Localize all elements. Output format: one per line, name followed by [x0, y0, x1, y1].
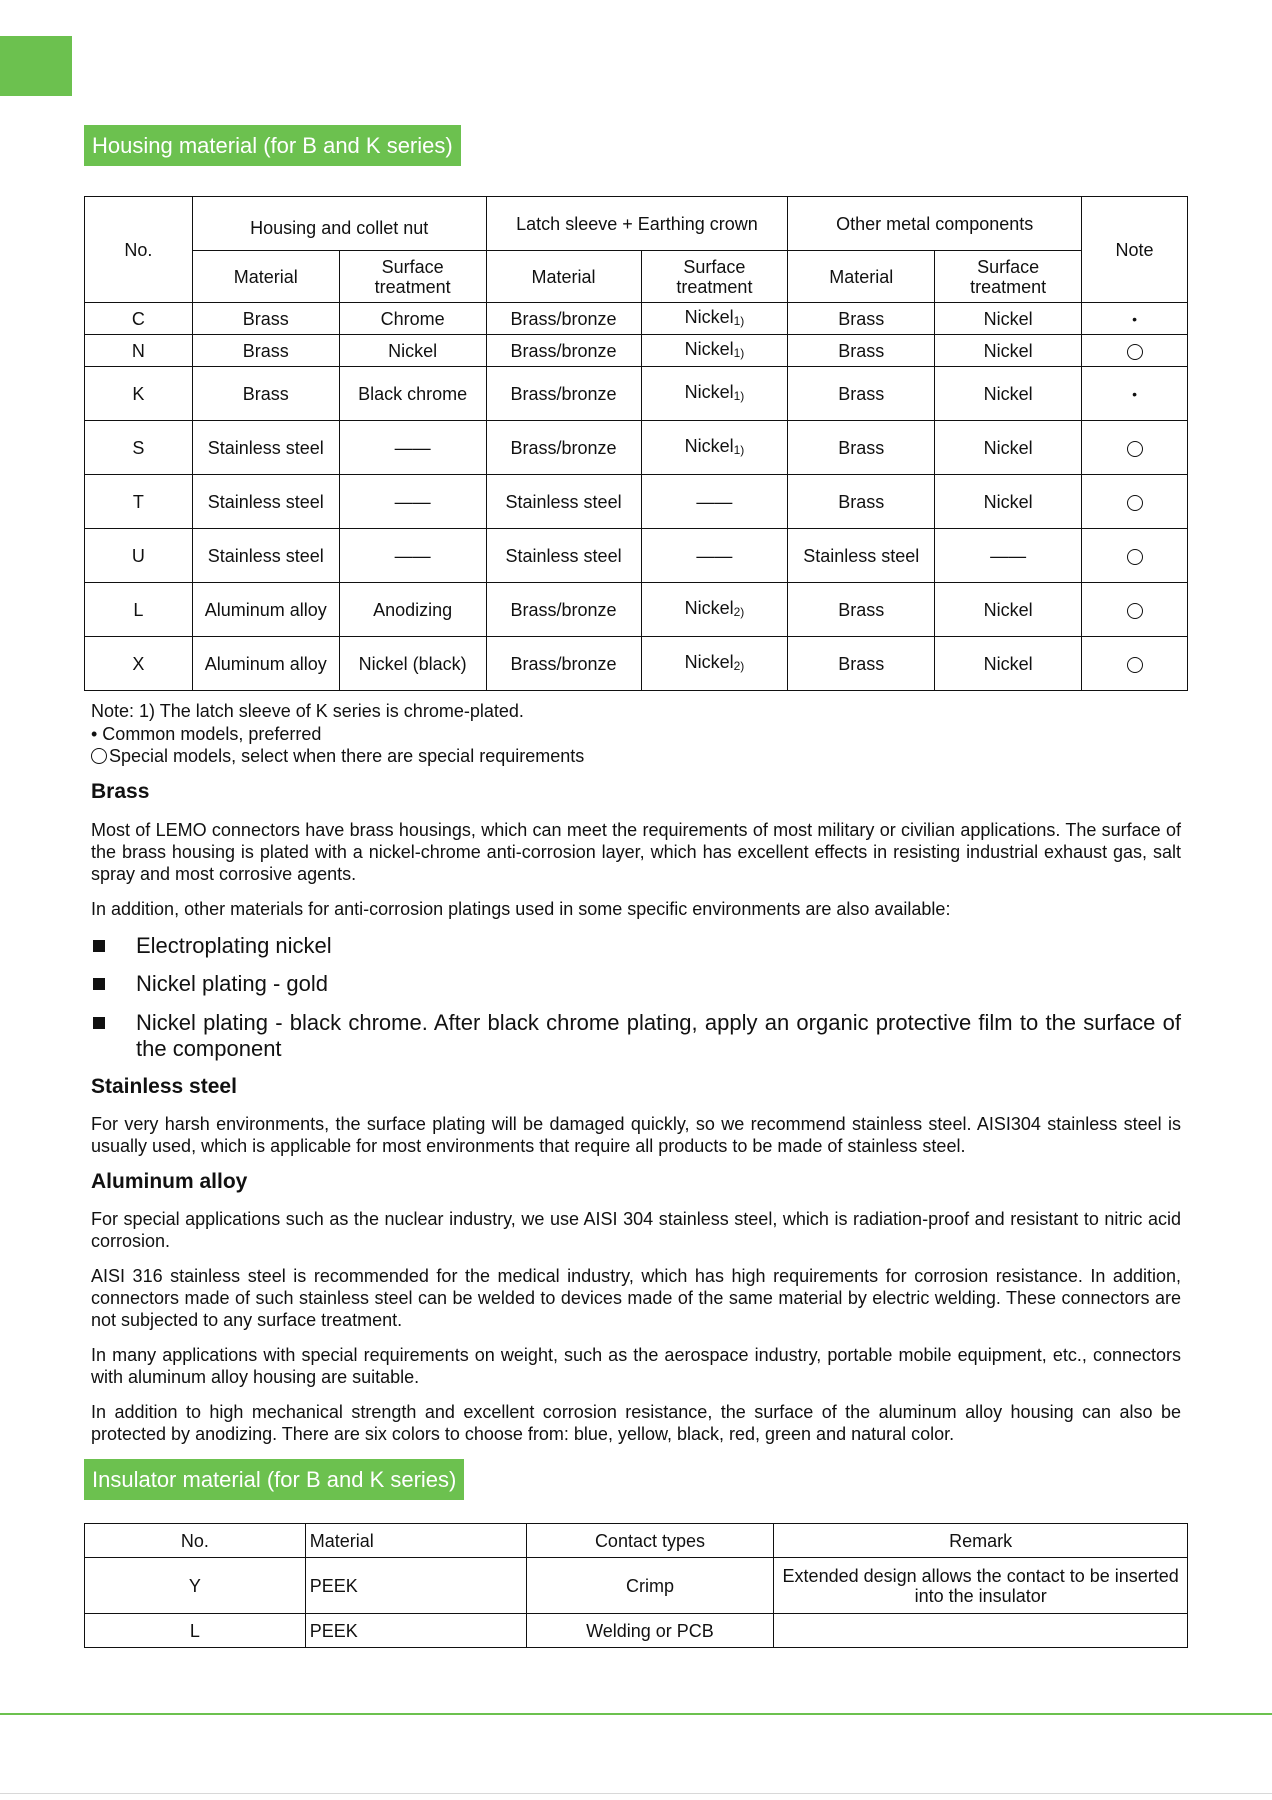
insulator-section-header: [84, 1459, 464, 1500]
row-no: S: [85, 421, 193, 475]
other-surface-cell: Nickel: [935, 583, 1082, 637]
col-group-other: Other metal components: [788, 197, 1082, 251]
other-surface-cell: Nickel: [935, 421, 1082, 475]
circle-icon: [1127, 549, 1143, 565]
row-no: T: [85, 475, 193, 529]
latch-surface-cell: [641, 637, 788, 691]
latch-surface-cell: [641, 303, 788, 335]
stainless-paragraph-1: For very harsh environments, the surface plating will be damaged quickly, so we recommend stainless steel. AISI304 stainless steel is usually used, which is applicable for most environments that require all products to be made of stainless steel.: [91, 1114, 1181, 1156]
table-row: [85, 475, 1188, 529]
latch-surface-text: Nickel: [684, 338, 734, 359]
footnote-marker: 1): [733, 313, 745, 328]
material-cell: PEEK: [305, 1614, 526, 1648]
sub-header-other-material: Material: [788, 251, 935, 303]
sub-header-housing-surface: Surface treatment: [339, 251, 486, 303]
col-header-note: Note: [1082, 197, 1188, 303]
latch-surface-text: Nickel: [684, 597, 734, 618]
brass-paragraph-2: In addition, other materials for anti-corrosion platings used in some specific environments are also available:: [91, 899, 951, 919]
square-bullet-icon: [93, 940, 105, 952]
housing-header-text: Housing material (for B and K series): [92, 133, 453, 158]
note-line-3: [91, 745, 584, 768]
note-cell: [1082, 303, 1188, 335]
table-row: [85, 335, 1188, 367]
col-header-contact-types: Contact types: [526, 1524, 774, 1558]
latch-surface-cell: [641, 335, 788, 367]
housing-material-cell: Brass: [192, 367, 339, 421]
remark-cell: [774, 1614, 1188, 1648]
footnote-marker: 1): [733, 388, 745, 403]
sub-header-other-surface: Surface treatment: [935, 251, 1082, 303]
latch-surface-cell: [641, 529, 788, 583]
note-cell: [1082, 637, 1188, 691]
housing-surface-cell: ——: [339, 421, 486, 475]
footnote-marker: 1): [733, 442, 745, 457]
housing-surface-cell: Chrome: [339, 303, 486, 335]
housing-surface-cell: Black chrome: [339, 367, 486, 421]
brass-bullet-3: [91, 1010, 1181, 1062]
housing-material-cell: Aluminum alloy: [192, 637, 339, 691]
housing-surface-cell: ——: [339, 475, 486, 529]
latch-surface-cell: [641, 583, 788, 637]
housing-surface-cell: Nickel: [339, 335, 486, 367]
sub-header-latch-material: Material: [486, 251, 641, 303]
row-no: Y: [85, 1558, 306, 1614]
housing-surface-cell: ——: [339, 529, 486, 583]
latch-surface-text: Nickel: [684, 651, 734, 672]
note-cell: [1082, 583, 1188, 637]
table-row: [85, 421, 1188, 475]
row-no: X: [85, 637, 193, 691]
table-row: [85, 1558, 1188, 1614]
contact-cell: Crimp: [526, 1558, 774, 1614]
circle-icon: [1127, 495, 1143, 511]
latch-surface-cell: [641, 367, 788, 421]
latch-material-cell: Brass/bronze: [486, 303, 641, 335]
housing-material-table: [84, 196, 1188, 691]
other-surface-cell: Nickel: [935, 475, 1082, 529]
brass-bullet-1: [91, 933, 1181, 959]
note-line-2: • Common models, preferred: [91, 723, 322, 744]
square-bullet-icon: [93, 1017, 105, 1029]
latch-material-cell: Brass/bronze: [486, 637, 641, 691]
table-row: [85, 583, 1188, 637]
note-cell: [1082, 367, 1188, 421]
footnote-marker: 2): [733, 658, 745, 673]
circle-icon: [1127, 603, 1143, 619]
material-cell: PEEK: [305, 1558, 526, 1614]
circle-icon: [91, 748, 107, 764]
other-surface-cell: ——: [935, 529, 1082, 583]
footnote-marker: 1): [733, 345, 745, 360]
brass-bullet-2-text: Nickel plating - gold: [136, 971, 328, 996]
housing-material-cell: Aluminum alloy: [192, 583, 339, 637]
group-housing-label: Housing and collet nut: [250, 217, 429, 238]
footer-divider: [0, 1713, 1272, 1715]
aluminum-paragraph-4: In addition to high mechanical strength and excellent corrosion resistance, the surface of the aluminum alloy housing can also be protected by anodizing. There are six colors to choose from: blue, yellow, black, red, green and natural color.: [91, 1402, 1181, 1444]
latch-material-cell: Stainless steel: [486, 529, 641, 583]
latch-material-cell: Brass/bronze: [486, 421, 641, 475]
housing-material-cell: Stainless steel: [192, 529, 339, 583]
note-cell: [1082, 421, 1188, 475]
housing-material-cell: Stainless steel: [192, 421, 339, 475]
brass-title: Brass: [91, 780, 150, 803]
brass-paragraph-1: Most of LEMO connectors have brass housings, which can meet the requirements of most military or civilian applications. The surface of the brass housing is plated with a nickel-chrome anti-corrosion layer, which has excellent effects in resisting industrial exhaust gas, salt spray and most corrosive agents.: [91, 820, 1181, 884]
other-surface-cell: Nickel: [935, 367, 1082, 421]
brass-bullet-3-text: Nickel plating - black chrome. After black chrome plating, apply an organic protective film to the surface of the component: [136, 1010, 1181, 1061]
latch-surface-text: Nickel: [684, 306, 734, 327]
circle-icon: [1127, 441, 1143, 457]
other-surface-cell: Nickel: [935, 637, 1082, 691]
footnote-marker: 2): [733, 604, 745, 619]
other-material-cell: Brass: [788, 583, 935, 637]
aluminum-paragraph-3: In many applications with special requirements on weight, such as the aerospace industry, portable mobile equipment, etc., connectors with aluminum alloy housing are suitable.: [91, 1345, 1181, 1387]
row-no: L: [85, 583, 193, 637]
latch-material-cell: Brass/bronze: [486, 583, 641, 637]
other-material-cell: Brass: [788, 475, 935, 529]
aluminum-paragraph-2: AISI 316 stainless steel is recommended for the medical industry, which has high requirements for corrosion resistance. In addition, connectors made of such stainless steel can be welded to devices made of the same material by electric welding. These connectors are not subjected to any surface treatment.: [91, 1266, 1181, 1330]
col-header-no: No.: [85, 1524, 306, 1558]
latch-material-cell: Stainless steel: [486, 475, 641, 529]
housing-section-header: [84, 125, 461, 166]
note-cell: [1082, 475, 1188, 529]
corner-tab: [0, 36, 72, 96]
housing-surface-cell: Anodizing: [339, 583, 486, 637]
aluminum-paragraph-1: For special applications such as the nuclear industry, we use AISI 304 stainless steel, which is radiation-proof and resistant to nitric acid corrosion.: [91, 1209, 1181, 1251]
brass-bullet-2: [91, 971, 1181, 997]
note-line-1: Note: 1) The latch sleeve of K series is chrome-plated.: [91, 701, 524, 721]
col-group-latch: Latch sleeve + Earthing crown: [486, 197, 788, 251]
housing-material-cell: Brass: [192, 335, 339, 367]
bottom-divider: [0, 1793, 1272, 1794]
housing-material-cell: Brass: [192, 303, 339, 335]
bullet-dot-icon: •: [1132, 386, 1137, 402]
circle-icon: [1127, 344, 1143, 360]
row-no: U: [85, 529, 193, 583]
aluminum-title: Aluminum alloy: [91, 1170, 248, 1193]
circle-icon: [1127, 657, 1143, 673]
col-header-no: No.: [85, 197, 193, 303]
housing-notes: [91, 700, 584, 768]
row-no: L: [85, 1614, 306, 1648]
latch-surface-cell: [641, 421, 788, 475]
contact-cell: Welding or PCB: [526, 1614, 774, 1648]
table-row: [85, 529, 1188, 583]
table-row: [85, 367, 1188, 421]
note-cell: [1082, 529, 1188, 583]
latch-surface-cell: [641, 475, 788, 529]
sub-header-housing-material: Material: [192, 251, 339, 303]
row-no: K: [85, 367, 193, 421]
other-material-cell: Stainless steel: [788, 529, 935, 583]
row-no: C: [85, 303, 193, 335]
brass-bullet-1-text: Electroplating nickel: [136, 933, 332, 958]
table-row: [85, 303, 1188, 335]
other-surface-cell: Nickel: [935, 303, 1082, 335]
insulator-material-table: [84, 1523, 1188, 1648]
housing-material-cell: Stainless steel: [192, 475, 339, 529]
latch-surface-text: ——: [696, 545, 733, 566]
other-surface-cell: Nickel: [935, 335, 1082, 367]
table-row: [85, 1614, 1188, 1648]
other-material-cell: Brass: [788, 335, 935, 367]
col-header-material: Material: [305, 1524, 526, 1558]
row-no: N: [85, 335, 193, 367]
col-header-remark: Remark: [774, 1524, 1188, 1558]
remark-cell: Extended design allows the contact to be inserted into the insulator: [774, 1558, 1188, 1614]
sub-header-latch-surface: Surface treatment: [641, 251, 788, 303]
note-cell: [1082, 335, 1188, 367]
housing-surface-cell: Nickel (black): [339, 637, 486, 691]
latch-surface-text: Nickel: [684, 435, 734, 456]
latch-material-cell: Brass/bronze: [486, 335, 641, 367]
square-bullet-icon: [93, 978, 105, 990]
other-material-cell: Brass: [788, 637, 935, 691]
note-line-3-text: Special models, select when there are special requirements: [109, 746, 585, 766]
bullet-dot-icon: •: [1132, 311, 1137, 327]
other-material-cell: Brass: [788, 421, 935, 475]
stainless-title: Stainless steel: [91, 1075, 237, 1098]
col-group-housing: [192, 197, 486, 251]
other-material-cell: Brass: [788, 303, 935, 335]
latch-surface-text: ——: [696, 491, 733, 512]
other-material-cell: Brass: [788, 367, 935, 421]
latch-surface-text: Nickel: [684, 381, 734, 402]
insulator-header-text: Insulator material (for B and K series): [92, 1467, 457, 1492]
table-row: [85, 637, 1188, 691]
latch-material-cell: Brass/bronze: [486, 367, 641, 421]
